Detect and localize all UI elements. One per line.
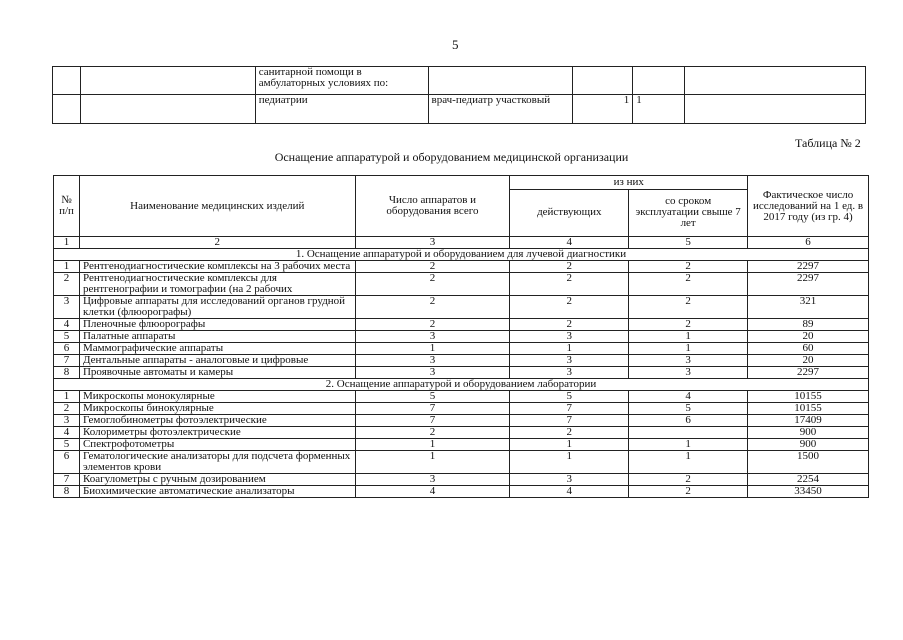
total-count: 3 [355, 331, 510, 343]
actual-count: 10155 [748, 391, 869, 403]
total-count: 1 [355, 451, 510, 474]
table-row [54, 415, 869, 427]
item-name: Рентгенодиагностические комплексы для рентгенографии и томографии (на 2 рабочих [79, 273, 355, 296]
cell [685, 95, 866, 124]
equipment-table [53, 175, 869, 498]
row-number: 4 [54, 427, 80, 439]
overdue-count: 2 [629, 474, 748, 486]
cell [633, 67, 685, 95]
item-name: Рентгенодиагностические комплексы на 3 рабочих места [79, 261, 355, 273]
active-count: 5 [510, 391, 629, 403]
row-number: 2 [54, 403, 80, 415]
overdue-count: 2 [629, 319, 748, 331]
actual-count: 17409 [748, 415, 869, 427]
section-row [54, 249, 869, 261]
total-count: 7 [355, 403, 510, 415]
active-count: 2 [510, 427, 629, 439]
row-number: 1 [54, 261, 80, 273]
table-row [54, 391, 869, 403]
total-count: 1 [355, 439, 510, 451]
actual-count: 10155 [748, 403, 869, 415]
cell: 1 [633, 95, 685, 124]
item-name: Гематологические анализаторы для подсчета форменных элементов крови [79, 451, 355, 474]
col-header-active: действующих [510, 189, 629, 236]
overdue-count: 3 [629, 367, 748, 379]
item-name: Микроскопы монокулярные [79, 391, 355, 403]
active-count: 7 [510, 415, 629, 427]
col-header-of-them: из них [510, 176, 748, 190]
cell [53, 67, 81, 95]
overdue-count: 1 [629, 451, 748, 474]
actual-count: 2254 [748, 474, 869, 486]
row-number: 6 [54, 343, 80, 355]
col-header-num: № п/п [54, 176, 80, 237]
col-number: 6 [748, 237, 869, 249]
total-count: 5 [355, 391, 510, 403]
table-row [54, 439, 869, 451]
active-count: 7 [510, 403, 629, 415]
table-row [54, 273, 869, 296]
item-name: Спектрофотометры [79, 439, 355, 451]
table-row [53, 67, 866, 95]
actual-count: 900 [748, 439, 869, 451]
total-count: 2 [355, 427, 510, 439]
actual-count: 60 [748, 343, 869, 355]
total-count: 2 [355, 319, 510, 331]
row-number: 1 [54, 391, 80, 403]
total-count: 2 [355, 273, 510, 296]
overdue-count: 2 [629, 273, 748, 296]
item-name: Дентальные аппараты - аналоговые и цифровые [79, 355, 355, 367]
cell: 1 [573, 95, 633, 124]
active-count: 1 [510, 439, 629, 451]
actual-count: 2297 [748, 261, 869, 273]
table-row [54, 403, 869, 415]
row-number: 7 [54, 474, 80, 486]
col-number: 5 [629, 237, 748, 249]
overdue-count: 6 [629, 415, 748, 427]
overdue-count: 1 [629, 343, 748, 355]
table-row [54, 355, 869, 367]
actual-count: 900 [748, 427, 869, 439]
overdue-count: 1 [629, 439, 748, 451]
cell: санитарной помощи в амбулаторных условиях по: [255, 67, 428, 95]
col-number: 4 [510, 237, 629, 249]
actual-count: 20 [748, 355, 869, 367]
cell [80, 67, 255, 95]
overdue-count: 3 [629, 355, 748, 367]
cell [428, 67, 573, 95]
active-count: 2 [510, 273, 629, 296]
table-row [54, 427, 869, 439]
col-number: 3 [355, 237, 510, 249]
table-row [54, 296, 869, 319]
col-header-overdue: со сроком эксплуатации свыше 7 лет [629, 189, 748, 236]
table-row [54, 486, 869, 498]
active-count: 3 [510, 367, 629, 379]
section-title: 2. Оснащение аппаратурой и оборудованием лаборатории [54, 379, 869, 391]
total-count: 3 [355, 474, 510, 486]
item-name: Биохимические автоматические анализаторы [79, 486, 355, 498]
header-row [54, 176, 869, 190]
active-count: 2 [510, 319, 629, 331]
cell: врач-педиатр участковый [428, 95, 573, 124]
actual-count: 2297 [748, 367, 869, 379]
active-count: 1 [510, 451, 629, 474]
cell [53, 95, 81, 124]
total-count: 2 [355, 261, 510, 273]
item-name: Маммографические аппараты [79, 343, 355, 355]
item-name: Пленочные флюорографы [79, 319, 355, 331]
active-count: 4 [510, 486, 629, 498]
col-header-name: Наименование медицинских изделий [79, 176, 355, 237]
overdue-count: 2 [629, 486, 748, 498]
table-row [54, 367, 869, 379]
actual-count: 33450 [748, 486, 869, 498]
table-row [54, 474, 869, 486]
row-number: 5 [54, 439, 80, 451]
overdue-count: 1 [629, 331, 748, 343]
actual-count: 1500 [748, 451, 869, 474]
table-row [54, 261, 869, 273]
cell: педиатрии [255, 95, 428, 124]
section-row [54, 379, 869, 391]
total-count: 2 [355, 296, 510, 319]
page-number: 5 [452, 37, 459, 52]
total-count: 7 [355, 415, 510, 427]
active-count: 3 [510, 331, 629, 343]
active-count: 1 [510, 343, 629, 355]
section-title: 1. Оснащение аппаратурой и оборудованием для лучевой диагностики [54, 249, 869, 261]
cell [685, 67, 866, 95]
item-name: Цифровые аппараты для исследований органов грудной клетки (флюорографы) [79, 296, 355, 319]
actual-count: 89 [748, 319, 869, 331]
active-count: 3 [510, 355, 629, 367]
row-number: 7 [54, 355, 80, 367]
item-name: Палатные аппараты [79, 331, 355, 343]
item-name: Коагулометры с ручным дозированием [79, 474, 355, 486]
row-number: 6 [54, 451, 80, 474]
overdue-count [629, 427, 748, 439]
row-number: 3 [54, 296, 80, 319]
item-name: Микроскопы бинокулярные [79, 403, 355, 415]
row-number: 4 [54, 319, 80, 331]
overdue-count: 4 [629, 391, 748, 403]
row-number: 3 [54, 415, 80, 427]
cell [80, 95, 255, 124]
actual-count: 20 [748, 331, 869, 343]
item-name: Проявочные автоматы и камеры [79, 367, 355, 379]
col-number: 2 [79, 237, 355, 249]
overdue-count: 5 [629, 403, 748, 415]
column-numbers-row [54, 237, 869, 249]
col-number: 1 [54, 237, 80, 249]
continuation-table [52, 66, 866, 124]
actual-count: 321 [748, 296, 869, 319]
table-row [54, 319, 869, 331]
col-header-count: Число аппаратов и оборудования всего [355, 176, 510, 237]
table-row [54, 331, 869, 343]
item-name: Гемоглобинометры фотоэлектрические [79, 415, 355, 427]
table-row [54, 451, 869, 474]
active-count: 3 [510, 474, 629, 486]
overdue-count: 2 [629, 261, 748, 273]
table-row [54, 343, 869, 355]
row-number: 8 [54, 367, 80, 379]
row-number: 5 [54, 331, 80, 343]
total-count: 3 [355, 355, 510, 367]
active-count: 2 [510, 296, 629, 319]
col-header-actual: Фактическое число исследований на 1 ед. в 2017 году (из гр. 4) [748, 176, 869, 237]
table-row [53, 95, 866, 124]
total-count: 1 [355, 343, 510, 355]
actual-count: 2297 [748, 273, 869, 296]
active-count: 2 [510, 261, 629, 273]
table-title: Оснащение аппаратурой и оборудованием медицинской организации [274, 150, 629, 164]
row-number: 8 [54, 486, 80, 498]
item-name: Колориметры фотоэлектрические [79, 427, 355, 439]
overdue-count: 2 [629, 296, 748, 319]
row-number: 2 [54, 273, 80, 296]
total-count: 3 [355, 367, 510, 379]
table-label: Таблица № 2 [795, 136, 861, 150]
cell [573, 67, 633, 95]
total-count: 4 [355, 486, 510, 498]
